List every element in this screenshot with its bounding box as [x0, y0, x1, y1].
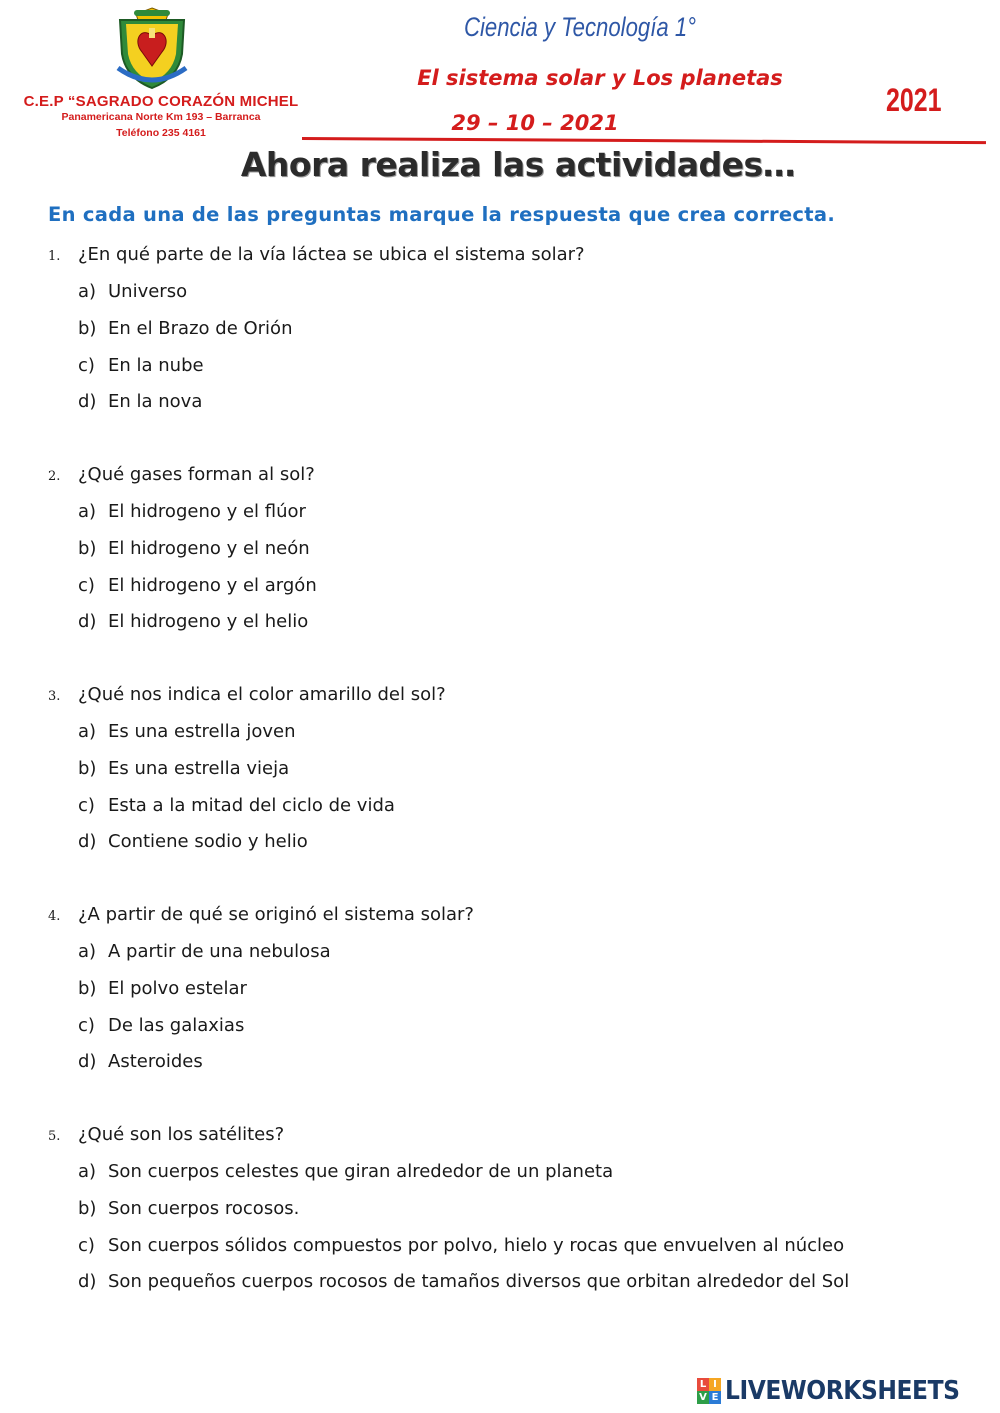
activity-title: Ahora realiza las actividades…: [240, 145, 796, 184]
option-text: Son cuerpos sólidos compuestos por polvo, hielo y rocas que envuelven al núcleo: [108, 1234, 845, 1256]
option-letter: c): [78, 794, 95, 816]
question-line: [48, 244, 988, 281]
option-text: Son cuerpos celestes que giran alrededor de un planeta: [108, 1161, 614, 1182]
option-letter: d): [78, 391, 97, 413]
option-text: Asteroides: [108, 1051, 203, 1073]
option-letter: b): [78, 757, 97, 779]
question-3: [48, 684, 988, 868]
question-1: [48, 244, 988, 428]
question-4: [48, 904, 988, 1088]
answer-option-b[interactable]: [48, 978, 988, 1015]
option-text: El hidrogeno y el helio: [108, 611, 309, 633]
question-number: 1.: [48, 249, 61, 264]
question-5: [48, 1124, 988, 1308]
question-text: ¿En qué parte de la vía láctea se ubica el sistema solar?: [78, 244, 585, 265]
answer-option-a[interactable]: [48, 501, 988, 538]
option-letter: b): [78, 977, 97, 999]
logo-letter-l: L: [697, 1378, 709, 1391]
option-letter: d): [78, 831, 97, 853]
logo-letter-i: I: [709, 1378, 721, 1391]
option-text: El polvo estelar: [108, 977, 247, 999]
question-line: [48, 904, 988, 941]
option-letter: d): [78, 1051, 97, 1073]
header-divider: [302, 137, 986, 144]
question-2: [48, 464, 988, 648]
option-text: El hidrogeno y el flúor: [108, 501, 306, 522]
question-number: 2.: [48, 469, 61, 484]
answer-option-b[interactable]: [48, 318, 988, 355]
option-text: A partir de una nebulosa: [108, 941, 331, 962]
answer-option-a[interactable]: [48, 721, 988, 758]
topic-title: El sistema solar y Los planetas: [417, 66, 783, 90]
answer-option-b[interactable]: [48, 758, 988, 795]
question-text: ¿Qué son los satélites?: [78, 1124, 285, 1145]
answer-option-d[interactable]: [48, 831, 988, 868]
answer-option-a[interactable]: [48, 941, 988, 978]
answer-option-c[interactable]: [48, 1015, 988, 1052]
liveworksheets-wordmark: LIVEWORKSHEETS: [725, 1376, 960, 1406]
answer-option-d[interactable]: [48, 391, 988, 428]
school-phone: Teléfono 235 4161: [116, 127, 206, 139]
question-text: ¿Qué nos indica el color amarillo del sol?: [78, 684, 446, 705]
option-text: Esta a la mitad del ciclo de vida: [108, 794, 395, 816]
option-letter: d): [78, 611, 97, 633]
answer-option-d[interactable]: [48, 1051, 988, 1088]
option-text: Son cuerpos rocosos.: [108, 1197, 300, 1219]
option-text: Es una estrella joven: [108, 721, 296, 742]
question-number: 4.: [48, 909, 61, 924]
question-line: [48, 1124, 988, 1161]
school-name: C.E.P “SAGRADO CORAZÓN MICHEL: [23, 93, 299, 110]
answer-option-c[interactable]: [48, 1235, 988, 1272]
answer-option-a[interactable]: [48, 281, 988, 318]
question-text: ¿A partir de qué se originó el sistema solar?: [78, 904, 474, 925]
option-letter: c): [78, 354, 95, 376]
school-address: Panamericana Norte Km 193 – Barranca: [61, 111, 261, 123]
answer-option-c[interactable]: [48, 795, 988, 832]
answer-option-d[interactable]: [48, 611, 988, 648]
answer-option-a[interactable]: [48, 1161, 988, 1198]
option-text: Universo: [108, 281, 188, 302]
option-letter: b): [78, 317, 97, 339]
worksheet-date: 29 – 10 – 2021: [451, 111, 619, 135]
option-text: En la nova: [108, 391, 203, 413]
option-text: El hidrogeno y el argón: [108, 574, 317, 596]
question-number: 5.: [48, 1129, 61, 1144]
answer-option-c[interactable]: [48, 355, 988, 392]
question-line: [48, 464, 988, 501]
option-text: En la nube: [108, 354, 204, 376]
school-crest-icon: [112, 6, 192, 92]
option-text: Son pequeños cuerpos rocosos de tamaños diversos que orbitan alrededor del Sol: [108, 1271, 850, 1293]
year-label: 2021: [886, 82, 942, 118]
liveworksheets-brand: [697, 1376, 986, 1406]
question-text: ¿Qué gases forman al sol?: [78, 464, 315, 485]
answer-option-c[interactable]: [48, 575, 988, 612]
option-text: Es una estrella vieja: [108, 757, 290, 779]
option-letter: d): [78, 1271, 97, 1293]
question-line: [48, 684, 988, 721]
liveworksheets-logo-icon: [697, 1378, 721, 1404]
option-letter: c): [78, 574, 95, 596]
option-text: En el Brazo de Orión: [108, 317, 293, 339]
option-letter: c): [78, 1234, 95, 1256]
question-number: 3.: [48, 689, 61, 704]
logo-letter-v: V: [697, 1391, 709, 1404]
option-letter: b): [78, 537, 97, 559]
option-letter: a): [78, 721, 97, 742]
option-letter: a): [78, 941, 97, 962]
answer-option-b[interactable]: [48, 1198, 988, 1235]
option-letter: a): [78, 281, 97, 302]
answer-option-b[interactable]: [48, 538, 988, 575]
answer-option-d[interactable]: [48, 1271, 988, 1308]
option-text: De las galaxias: [108, 1014, 245, 1036]
option-letter: a): [78, 501, 97, 522]
option-letter: c): [78, 1014, 95, 1036]
option-text: El hidrogeno y el neón: [108, 537, 310, 559]
logo-letter-e: E: [709, 1391, 721, 1404]
course-title: Ciencia y Tecnología 1°: [463, 12, 697, 42]
option-text: Contiene sodio y helio: [108, 831, 308, 853]
instruction-text: En cada una de las preguntas marque la respuesta que crea correcta.: [48, 203, 836, 226]
option-letter: b): [78, 1197, 97, 1219]
option-letter: a): [78, 1161, 97, 1182]
